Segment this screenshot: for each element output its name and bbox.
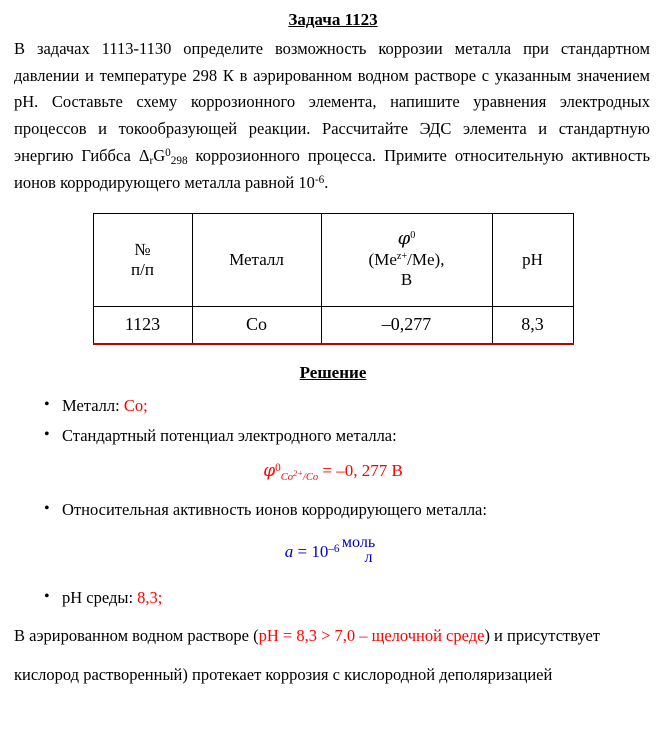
problem-text-g: G [153,145,166,165]
table-header-row [93,213,573,306]
phi-symbol: φ [397,228,411,250]
table-header [93,213,573,306]
potential-me-rest: /Me), [407,249,445,269]
problem-statement [14,36,650,197]
problem-text-part3: . [324,172,329,192]
header-potential-line2 [332,250,482,270]
list-item-potential [44,423,650,449]
formula-a-exponent: –6 [328,542,340,555]
bullet-label-metal: Металл: [62,395,124,415]
solution-list-3 [44,585,650,611]
header-potential-unit: В [400,270,413,290]
bullet-label-ph: рН среды: [62,587,138,607]
parameters-table [93,213,574,345]
list-item-ph [44,585,650,611]
bullet-label-activity: Относительная активность ионов корродирующего металла: [62,499,487,519]
solution-heading: Решение [299,362,367,382]
cell-number: 1123 [93,306,192,344]
cell-metal: Co [192,306,321,344]
header-cell-number [93,213,192,306]
potential-me: (Me [368,249,397,269]
formula-activity [0,535,666,571]
list-item-metal [44,393,650,419]
document-page [0,10,666,749]
problem-sub-298: 298 [170,154,188,167]
solution-list [44,393,650,450]
formula-units-den: л [364,548,373,566]
solution-list-2 [44,497,650,523]
list-item-activity [44,497,650,523]
formula-a-equals: = [297,541,308,561]
cell-potential: –0,277 [321,306,492,344]
header-cell-metal: Металл [192,213,321,306]
formula-equals-value: = –0, 277 В [322,461,403,481]
final-part1: В аэрированном водном растворе ( [14,626,259,646]
formula-units-num: моль [341,533,376,551]
formula-sub-rest: /Co [302,471,319,483]
cut-line-text: кислород растворенный) протекает коррозия с кислородной деполяризацией [14,665,553,684]
bullet-value-ph: 8,3; [137,587,163,607]
table-body [93,306,573,344]
page-title: Задача 1123 [288,10,378,29]
formula-a-units [341,533,382,570]
bullet-label-potential: Стандартный потенциал электродного металла: [62,425,397,445]
potential-charge: z+ [396,250,408,262]
formula-phi-sub [280,467,319,483]
cut-off-line [14,662,650,688]
formula-sub-co: Co [280,471,293,483]
bullet-value-metal: Co; [123,395,148,415]
formula-standard-potential [0,461,666,482]
cell-ph: 8,3 [492,306,573,344]
problem-sup-0: 0 [165,146,171,159]
final-paragraph [14,623,650,650]
header-cell-potential [321,213,492,306]
formula-sub-charge: 2+ [293,467,303,478]
formula-phi-sup: 0 [275,462,281,475]
problem-sup-minus6: -6 [314,173,325,186]
problem-text-part1: В задачах 1113-1130 определите возможность коррозии металла при стандартном давлении и температуре 298 К в аэрированном водном растворе с указанным значением рН. Составьте схему коррозионного элемента, напишите уравнения электродных процессов и токообразующей реакции. Рассчитайте ЭДС элемента и стандартную энергию Гиббса Δ [14,39,650,165]
phi-superscript: 0 [410,230,416,242]
problem-text-part2: коррозионного процесса. Примите относительную активность ионов корродирующего металла равной 10 [14,145,650,192]
formula-phi-symbol: φ [263,461,276,482]
header-number-line1: № [134,239,151,259]
header-cell-ph: рН [492,213,573,306]
problem-sub-r: r [149,154,154,167]
formula-a-base: 10 [311,541,329,561]
header-number-line2: п/п [131,259,154,279]
final-red-highlight: рН = 8,3 > 7,0 – щелочной среде [258,626,485,646]
final-part2: ) и присутствует [484,626,601,646]
table-row [93,306,573,344]
header-potential-symbol [332,228,482,250]
formula-a-symbol: a [284,541,294,561]
